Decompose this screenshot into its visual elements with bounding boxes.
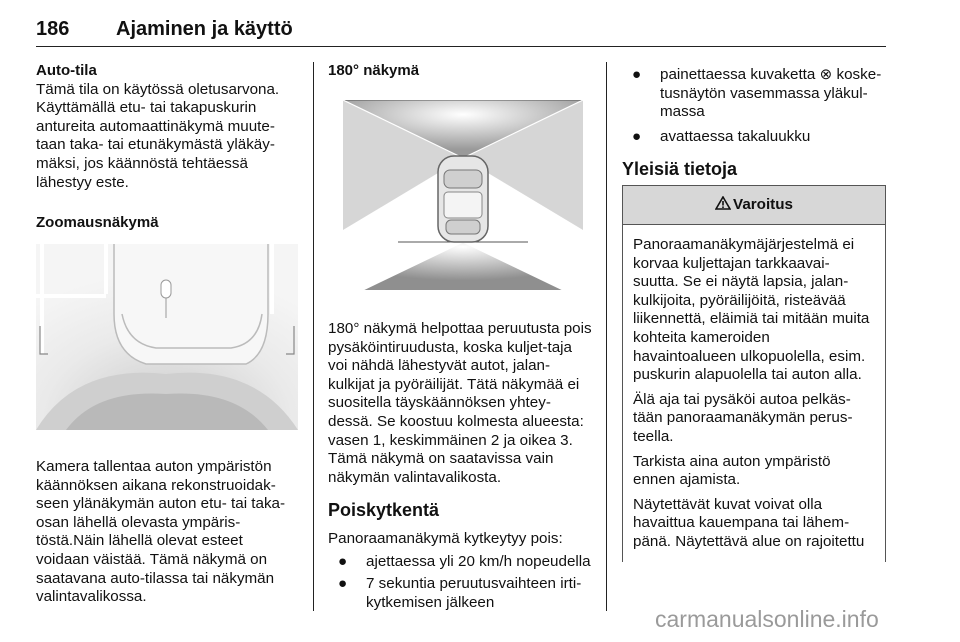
warning-box <box>622 185 886 562</box>
column-divider <box>313 62 314 611</box>
zoom-view-text: Kamera tallentaa auton ympäristön käännöksen aikana rekonstruoidak-seen ylänäkymän auton etu- tai taka-osan lähellä olevasta ympäris-töstä.Näin lähellä olevat esteet voidaan väistää. Tämä näkymä on saatavana auto-tilassa tai näkymän valintavalikossa. <box>36 458 286 606</box>
switch-off-heading: Poiskytkentä <box>328 500 440 521</box>
bullet-dot: ● <box>338 552 348 570</box>
bullet-dot: ● <box>632 66 642 83</box>
warning-body <box>623 225 885 552</box>
column-left-bottom <box>36 458 298 607</box>
warning-paragraph: Panoraamanäkymäjärjestelmä ei korvaa kuljettajan tarkkaavai-suutta. Se ei näytä lapsia, jalan-kulkijoita, pyöräilijöitä, risteävää liikennettä, eläimiä tai mitään muita kohteita kameroiden havaintoalueen ulkopuolella, esim. puskurin alapuolella tai auton alla. <box>633 236 870 384</box>
auto-mode-text: Tämä tila on käytössä oletusarvona. Käyttämällä etu- tai takapuskurin antureita automaattinäkymä muute-taan taka- tai etunäkymästä yläkäy-mäksi, jos käännöstä tehtäessä lähestyy este. <box>36 80 280 191</box>
warning-triangle-icon <box>715 196 731 210</box>
view-180-heading: 180° näkymä <box>328 62 420 79</box>
column-middle-bottom <box>328 320 592 612</box>
general-info-heading: Yleisiä tietoja <box>622 159 738 180</box>
warning-title: Varoitus <box>733 196 793 213</box>
page-header <box>36 12 886 47</box>
warning-header <box>623 186 885 225</box>
switch-off-intro: Panoraamanäkymä kytkeytyy pois: <box>328 529 563 547</box>
column-divider <box>606 62 607 611</box>
switch-off-bullet-3: ● painettaessa kuvaketta ⊗ koske-tusnäytön vasemmassa yläkul-massa <box>632 66 882 121</box>
column-left <box>36 62 298 233</box>
bullet-dot: ● <box>632 127 642 145</box>
switch-off-bullet-1: ● ajettaessa yli 20 km/h nopeudella <box>338 552 591 570</box>
watermark: carmanualsonline.info <box>655 606 879 632</box>
warning-paragraph: Tarkista aina auton ympäristö ennen ajamista. <box>633 452 831 489</box>
page-number: 186 <box>36 18 70 40</box>
page-title: Ajaminen ja käyttö <box>116 18 293 40</box>
warning-paragraph: Älä aja tai pysäköi autoa pelkäs-tään panoraamanäkymän perus-teella. <box>633 390 853 445</box>
column-right <box>622 66 886 179</box>
zoom-view-heading: Zoomausnäkymä <box>36 214 159 232</box>
zoom-view-illustration <box>36 244 298 430</box>
switch-off-bullet-4: ● avattaessa takaluukku <box>632 127 811 145</box>
column-middle <box>328 62 592 81</box>
view-180-text: 180° näkymä helpottaa peruutusta pois pysäköintiruudusta, koska kuljet-taja voi nähdä lähestyvät autot, jalan-kulkijat ja pyöräilijät. Tätä näkymää ei suositella täyskäännöksen yhtey-dessä. Se koostuu kolmesta alueesta: vasen 1, keskimmäinen 2 ja oikea 3. Tämä näkymä on saatavissa vain näkymän valintavalikosta. <box>328 320 592 486</box>
warning-paragraph: Näytettävät kuvat voivat olla havaittua kauempana tai lähem-pänä. Näytettävä alue on rajoitettu <box>633 495 865 550</box>
bullet-dot: ● <box>338 575 348 593</box>
view-180-illustration <box>343 100 583 290</box>
auto-mode-heading: Auto-tila <box>36 62 97 79</box>
switch-off-bullet-2: ● 7 sekuntia peruutusvaihteen irti-kytkemisen jälkeen <box>338 575 582 611</box>
